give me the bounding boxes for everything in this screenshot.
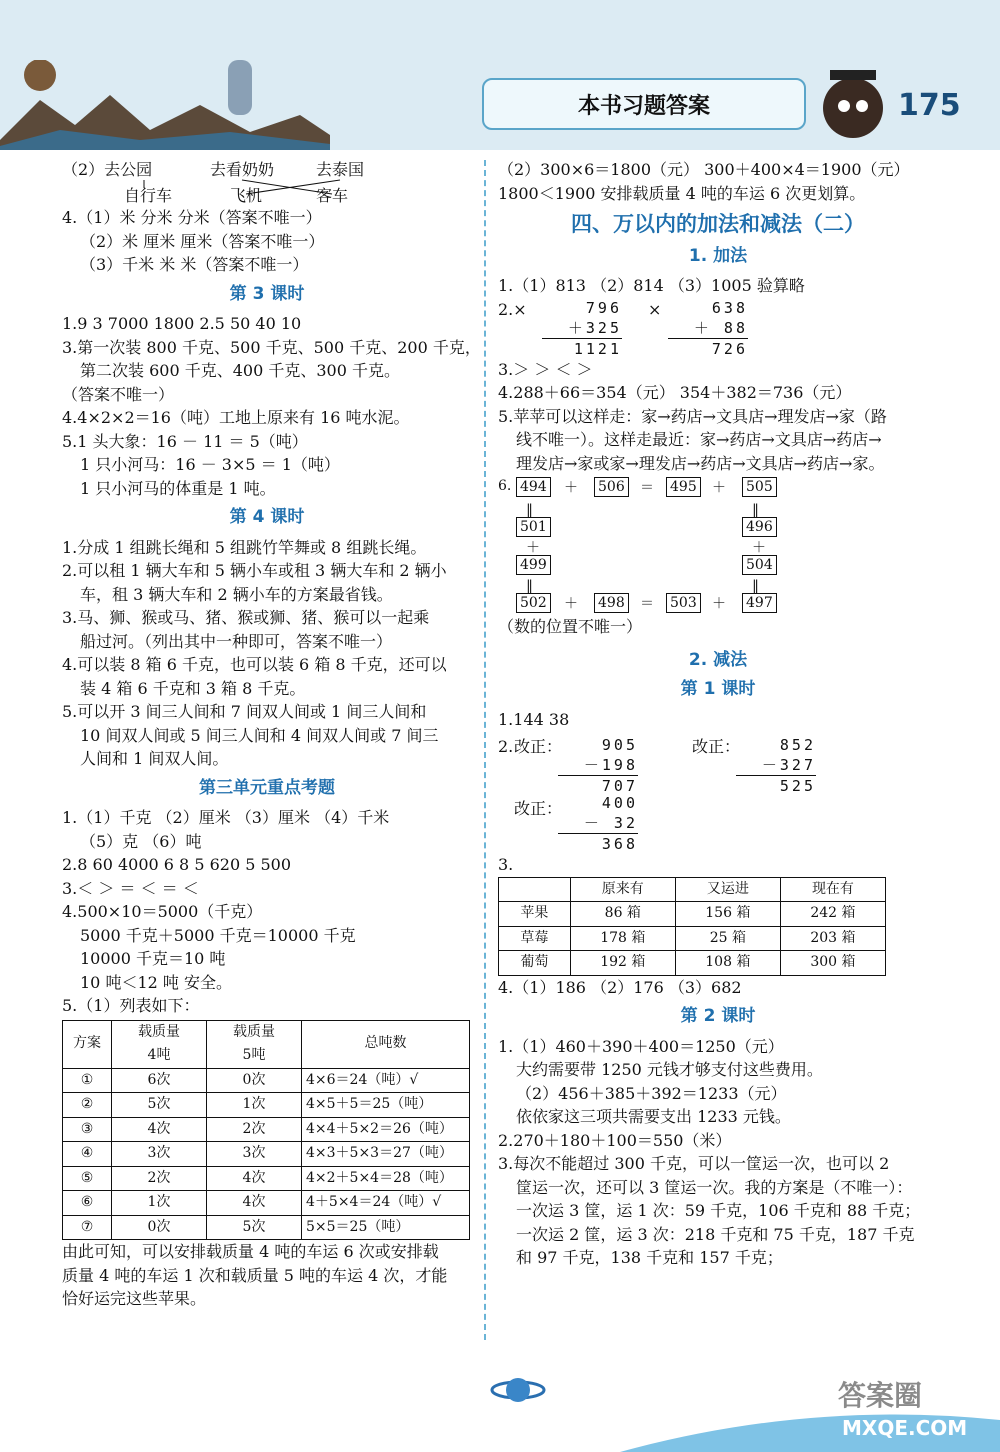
answer-line: 10000 千克＝10 吨 <box>80 949 226 968</box>
calc-line: 400 <box>601 794 638 812</box>
answer-line: 5000 千克＋5000 千克＝10000 千克 <box>80 925 356 945</box>
student-mascot-icon <box>808 58 898 146</box>
table-cell: ② <box>63 1093 112 1118</box>
table-cell: 156 箱 <box>675 902 780 927</box>
table-row <box>499 877 886 902</box>
correction-3 <box>558 793 638 854</box>
table-cell: 2次 <box>207 1117 302 1142</box>
table-header-cell: 载质量 4吨 <box>112 1020 207 1068</box>
answer-line: 5.可以开 3 间三人间和 7 间双人间或 1 间三人间和 <box>62 702 427 721</box>
table-cell: 0次 <box>207 1068 302 1093</box>
table-cell: 86 箱 <box>570 902 675 927</box>
watermark-site: MXQE.COM <box>842 1416 968 1440</box>
calc-line: 905 <box>601 736 638 754</box>
table-cell: 25 箱 <box>675 926 780 951</box>
right-column <box>498 158 938 1270</box>
plus-sign: ＋ <box>712 596 726 612</box>
answer-line: 5.（1）列表如下： <box>62 996 200 1015</box>
answer-line: 理发店→家或家→理发店→药店→文具店→药店→家。 <box>516 453 885 473</box>
answer-line: 2.8 60 4000 6 8 5 620 5 500 <box>62 855 292 874</box>
answer-line: 1800＜1900 安排载质量 4 吨的车运 6 次更划算。 <box>498 183 866 203</box>
answer-line: 线不唯一）。这样走最近：家→药店→文具店→药店→ <box>516 430 882 449</box>
calc-result: 525 <box>736 775 816 796</box>
answer-line: 4.288＋66＝354（元） 354＋382＝736（元） <box>498 383 852 402</box>
number-box: 498 <box>594 593 629 613</box>
table-header-cell: 又运进 <box>675 877 780 902</box>
answer-line: 质量 4 吨的车运 1 次和载质量 5 吨的车运 4 次，才能 <box>62 1265 448 1285</box>
table-cell: 1次 <box>207 1093 302 1118</box>
answer-line: 依依家这三项共需要支出 1233 元钱。 <box>516 1107 791 1126</box>
answer-line: 和 97 千克，138 千克和 157 千克； <box>516 1248 783 1267</box>
calc-a-mark: 2.× <box>498 299 527 319</box>
table-cell: 3次 <box>112 1142 207 1167</box>
fruit-table <box>498 877 886 976</box>
plus-sign: ＋ <box>752 540 766 556</box>
answer-line: （答案不唯一） <box>62 384 175 404</box>
calc-b-mark: × <box>648 299 662 319</box>
unit-3-heading: 第三单元重点考题 <box>199 777 335 798</box>
calc-result: 707 <box>558 775 638 796</box>
page-header <box>0 0 1000 150</box>
answer-line: 3.每次不能超过 300 千克，可以一筐运一次，也可以 2 <box>498 1154 890 1173</box>
table-cell: 300 箱 <box>780 951 885 976</box>
table-cell: 1次 <box>112 1191 207 1216</box>
route-top-2: 去看奶奶 <box>210 160 275 179</box>
answer-line: 2.270＋180＋100＝550（米） <box>498 1130 732 1150</box>
table-cell: ⑤ <box>63 1166 112 1191</box>
table-cell: 5次 <box>112 1093 207 1118</box>
number-box: 506 <box>594 477 629 497</box>
answer-line: 4.（1）米 分米 分米（答案不唯一） <box>62 208 322 227</box>
planet-icon <box>488 1370 548 1410</box>
answer-line: 1.144 38 <box>498 709 570 729</box>
table-cell: 3次 <box>207 1142 302 1167</box>
equals-mark: ‖ <box>526 502 533 518</box>
answer-line: （5）克 （6）吨 <box>80 831 202 851</box>
plus-sign: ＋ <box>526 540 540 556</box>
puzzle-number: 6. <box>498 478 512 494</box>
table-row <box>63 1117 470 1142</box>
answer-line: 1.（1）460＋390＋400＝1250（元） <box>498 1036 784 1056</box>
table-cell: 5次 <box>207 1215 302 1240</box>
corr-label: 改正： <box>692 737 741 756</box>
table-cell: 4×4＋5×2＝26（吨） <box>302 1117 470 1142</box>
answer-line: 船过河。（列出其中一种即可，答案不唯一） <box>80 631 393 651</box>
answer-line: 2.可以租 1 辆大车和 5 辆小车或租 3 辆大车和 2 辆小 <box>62 561 447 580</box>
calc-line: － 32 <box>583 814 638 832</box>
answer-line: 人间和 1 间双人间。 <box>80 749 229 768</box>
answer-line: 4.（1）186 （2）176 （3）682 <box>498 977 742 997</box>
table-row <box>499 902 886 927</box>
table-cell: 4×2＋5×4＝28（吨） <box>302 1166 470 1191</box>
corrections <box>498 731 938 853</box>
table-header-cell: 原来有 <box>570 877 675 902</box>
watermark-logo: 答案圈 <box>838 1379 923 1412</box>
calc-line: 852 <box>779 736 816 754</box>
answer-line: 恰好运完这些苹果。 <box>62 1289 207 1308</box>
number-box: 505 <box>742 477 777 497</box>
table-cell: 108 箱 <box>675 951 780 976</box>
answer-line: （2）米 厘米 厘米（答案不唯一） <box>80 231 325 251</box>
table-cell: 4×3＋5×3＝27（吨） <box>302 1142 470 1167</box>
mountain-scenery-icon <box>0 60 330 150</box>
table-header-cell: 方案 <box>63 1020 112 1068</box>
corr-label: 改正： <box>514 799 563 818</box>
plus-sign: ＋ <box>564 480 578 496</box>
answer-line: 3.＜ ＞ ＝ ＜ ＝ ＜ <box>62 878 199 898</box>
table-cell: 5×5＝25（吨） <box>302 1215 470 1240</box>
page-title: 本书习题答案 <box>482 78 806 130</box>
answer-line: 由此可知，可以安排载质量 4 吨的车运 6 次或安排载 <box>62 1242 439 1261</box>
calc-result: 1121 <box>542 338 622 359</box>
table-header-cell: 现在有 <box>780 877 885 902</box>
corr-question: 2. <box>498 737 514 756</box>
calc-line: －198 <box>583 756 638 774</box>
table-cell: 192 箱 <box>570 951 675 976</box>
answer-line: 3.马、狮、猴或马、猪、猴或狮、猪、猴可以一起乘 <box>62 608 430 627</box>
table-cell: 2次 <box>112 1166 207 1191</box>
calc-line: －327 <box>761 756 816 774</box>
table-cell: 4次 <box>112 1117 207 1142</box>
table-row <box>63 1166 470 1191</box>
table-cell: ① <box>63 1068 112 1093</box>
answer-line: 1.分成 1 组跳长绳和 5 组跳竹竿舞或 8 组跳长绳。 <box>62 537 427 557</box>
route-diagram <box>62 158 472 206</box>
calc-line: 796 <box>585 298 622 317</box>
answer-line: 4.4×2×2＝16（吨）工地上原来有 16 吨水泥。 <box>62 408 410 427</box>
truck-plan-table <box>62 1020 470 1241</box>
calc-a <box>542 298 622 359</box>
table-cell: ④ <box>63 1142 112 1167</box>
answer-line: 3.第一次装 800 千克、500 千克、500 千克、200 千克， <box>62 337 481 357</box>
route-bottom-1: 自行车 <box>124 186 173 205</box>
table-cell: 苹果 <box>499 902 571 927</box>
equals-mark: ‖ <box>526 578 533 594</box>
answer-line: 3. <box>498 855 514 874</box>
number-box: 503 <box>666 593 701 613</box>
equals-mark: ‖ <box>752 502 759 518</box>
table-header-cell: 载质量 5吨 <box>207 1020 302 1068</box>
calc-line: 638 <box>711 298 748 317</box>
answer-line: 第二次装 600 千克、400 千克、300 千克。 <box>80 361 400 380</box>
table-header-cell <box>499 877 571 902</box>
number-box: 501 <box>516 517 551 537</box>
table-cell: ⑦ <box>63 1215 112 1240</box>
answer-line: （3）千米 米 米（答案不唯一） <box>80 255 309 274</box>
answer-line: （数的位置不唯一） <box>498 617 643 636</box>
table-cell: 6次 <box>112 1068 207 1093</box>
table-cell: 4×6＝24（吨）√ <box>302 1068 470 1093</box>
table-cell: ③ <box>63 1117 112 1142</box>
number-box: 495 <box>666 477 701 497</box>
calc-result: 726 <box>668 338 748 359</box>
table-row <box>499 926 886 951</box>
page-number: 175 <box>898 88 961 123</box>
route-bottom-2: 飞机 <box>230 186 263 205</box>
lesson-3-heading: 第 3 课时 <box>229 283 305 304</box>
answer-line: 3.＞ ＞ ＜ ＞ <box>498 359 593 379</box>
table-cell: 葡萄 <box>499 951 571 976</box>
answer-line: 4.可以装 8 箱 6 千克，也可以装 6 箱 8 千克，还可以 <box>62 655 447 674</box>
table-cell: 203 箱 <box>780 926 885 951</box>
answer-line: 1 只小河马：16 － 3×5 ＝ 1（吨） <box>80 455 340 474</box>
answer-line: 10 间双人间或 5 间三人间和 4 间双人间或 7 间三 <box>80 725 439 745</box>
lesson-1-heading: 第 1 课时 <box>680 679 756 699</box>
page-footer <box>0 1340 1000 1452</box>
table-header-cell: 总吨数 <box>302 1020 470 1068</box>
calc-line: ＋ 88 <box>693 318 748 337</box>
answer-line: 1.9 3 7000 1800 2.5 50 40 10 <box>62 314 302 333</box>
table-row <box>63 1215 470 1240</box>
subtraction-heading: 2. 减法 <box>688 649 748 670</box>
column-divider <box>484 160 486 1340</box>
answer-line: 10 吨＜12 吨 安全。 <box>80 972 232 992</box>
corr-label: 改正： <box>514 737 563 756</box>
vertical-calculations <box>498 298 938 358</box>
answer-line: 筐运一次，还可以 3 筐运一次。我的方案是（不唯一）： <box>516 1177 913 1197</box>
number-box: 494 <box>516 477 551 497</box>
plus-sign: ＋ <box>712 480 726 496</box>
table-cell: 4×5＋5＝25（吨） <box>302 1093 470 1118</box>
table-row <box>63 1191 470 1216</box>
equals-mark: ‖ <box>752 578 759 594</box>
correction-1 <box>558 735 638 796</box>
table-row <box>63 1068 470 1093</box>
table-cell: 草莓 <box>499 926 571 951</box>
number-box: 499 <box>516 555 551 575</box>
plus-sign: ＋ <box>564 596 578 612</box>
calc-result: 368 <box>558 833 638 854</box>
answer-line: 4.500×10＝5000（千克） <box>62 902 263 921</box>
left-column <box>62 158 481 1311</box>
answer-line: 大约需要带 1250 元钱才够支付这些费用。 <box>516 1060 823 1079</box>
route-top-3: 去泰国 <box>316 160 365 179</box>
table-cell: 4次 <box>207 1166 302 1191</box>
number-box: 497 <box>742 593 777 613</box>
answer-line: 1.（1）813 （2）814 （3）1005 验算略 <box>498 276 805 295</box>
table-cell: 0次 <box>112 1215 207 1240</box>
answer-line: 一次运 3 筐，运 1 次：59 千克，106 千克和 88 千克； <box>516 1201 921 1220</box>
number-box-puzzle <box>498 475 938 615</box>
equals-sign: ＝ <box>640 596 654 612</box>
equals-sign: ＝ <box>640 480 654 496</box>
correction-2 <box>736 735 816 796</box>
answer-line: 5.苹苹可以这样走：家→药店→文具店→理发店→家（路 <box>498 406 887 426</box>
answer-line: （2）456＋385＋392＝1233（元） <box>516 1083 787 1103</box>
answer-line: 1 只小河马的体重是 1 吨。 <box>80 478 276 498</box>
table-cell: 4＋5×4＝24（吨）√ <box>302 1191 470 1216</box>
calc-line: ＋325 <box>567 318 622 337</box>
table-row <box>499 951 886 976</box>
table-cell: ⑥ <box>63 1191 112 1216</box>
answer-line: 一次运 2 筐，运 3 次：218 千克和 75 千克，187 千克 <box>516 1224 915 1244</box>
answer-line: 车，租 3 辆大车和 2 辆小车的方案最省钱。 <box>80 584 393 604</box>
addition-heading: 1. 加法 <box>688 245 748 266</box>
number-box: 504 <box>742 555 777 575</box>
answer-line: （2）300×6＝1800（元） 300＋400×4＝1900（元） <box>498 160 910 179</box>
table-row <box>63 1093 470 1118</box>
answer-line: 5.1 头大象：16 － 11 ＝ 5（吨） <box>62 431 308 451</box>
table-cell: 178 箱 <box>570 926 675 951</box>
answer-line: 装 4 箱 6 千克和 3 箱 8 千克。 <box>80 678 306 698</box>
lesson-4-heading: 第 4 课时 <box>229 507 305 527</box>
answer-line: 1.（1）千克 （2）厘米 （3）厘米 （4）千米 <box>62 808 390 827</box>
number-box: 496 <box>742 517 777 537</box>
route-bottom-3: 客车 <box>316 186 349 205</box>
lesson-2-heading: 第 2 课时 <box>680 1006 756 1026</box>
route-top-1: （2）去公园 <box>62 160 153 179</box>
table-row <box>63 1142 470 1167</box>
unit-4-heading: 四、万以内的加法和减法（二） <box>571 212 865 236</box>
table-cell: 242 箱 <box>780 902 885 927</box>
calc-b <box>668 298 748 359</box>
number-box: 502 <box>516 593 551 613</box>
table-cell: 4次 <box>207 1191 302 1216</box>
